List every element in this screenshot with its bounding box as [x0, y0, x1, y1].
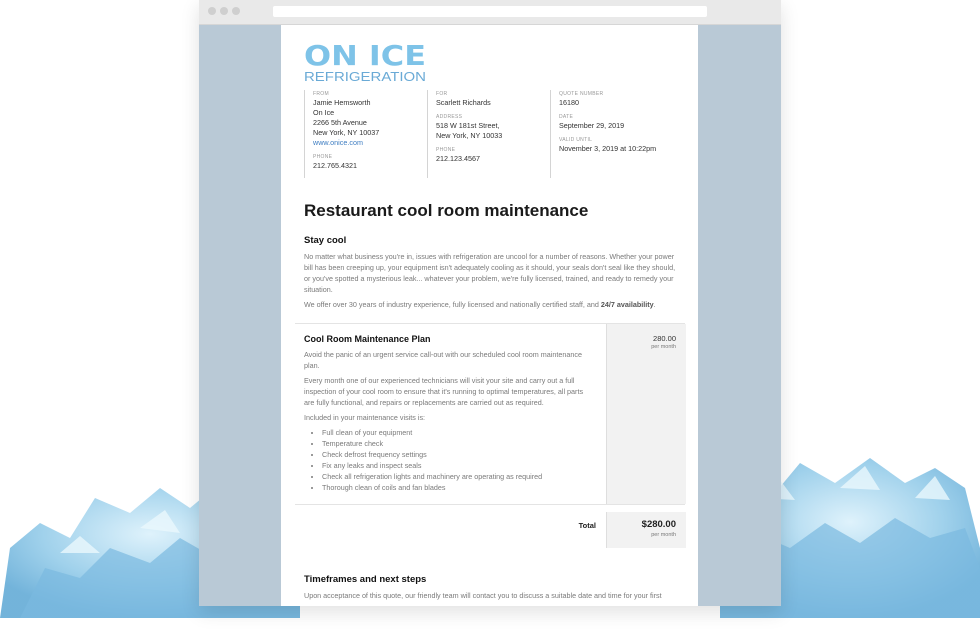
plan-included-list [304, 427, 612, 493]
from-name: Jamie Hemsworth [313, 98, 371, 107]
from-column [304, 90, 431, 178]
next-steps-paragraph: Upon acceptance of this quote, our friendly team will contact you to discuss a suitable date and time for your first [304, 591, 662, 600]
valid-until: November 3, 2019 at 10:22pm [559, 144, 657, 153]
for-column [427, 90, 554, 178]
for-address-label: ADDRESS [436, 114, 463, 120]
from-street: 2266 5th Avenue [313, 118, 367, 127]
quote-document [281, 25, 698, 606]
valid-until-label: VALID UNTIL [559, 137, 593, 143]
address-bar[interactable] [273, 6, 707, 17]
total-cell [606, 512, 686, 548]
next-steps-heading: Timeframes and next steps [304, 574, 427, 585]
svg-text:REFRIGERATION: REFRIGERATION [304, 70, 426, 84]
total-amount: $280.00 [641, 519, 676, 530]
svg-text:ON ICE: ON ICE [304, 39, 426, 72]
browser-toolbar [199, 0, 781, 25]
list-item: • Check all refrigeration lights and machinery are operating as required [322, 471, 612, 482]
list-item: • Check defrost frequency settings [322, 449, 612, 460]
plan-paragraph-3: Included in your maintenance visits is: [304, 413, 426, 422]
total-unit: per month [651, 532, 676, 538]
from-city: New York, NY 10037 [313, 128, 380, 137]
plan-paragraph-2: Every month one of our experienced technicians will visit your site and carry out a full inspection of your cool room to ensure that it's running to optimal temperatures, all parts are fully functional, and repairs or replacements are carried out as required. [304, 376, 584, 407]
from-label: FROM [313, 91, 329, 97]
quote-number-label: QUOTE NUMBER [559, 91, 604, 97]
availability-highlight: 24/7 availability [600, 300, 654, 309]
on-ice-logo [304, 39, 429, 85]
window-maximize-dot[interactable] [232, 7, 240, 15]
for-phone: 212.123.4567 [436, 154, 480, 163]
from-phone: 212.765.4321 [313, 161, 357, 170]
for-city: New York, NY 10033 [436, 131, 503, 140]
document-title: Restaurant cool room maintenance [304, 201, 589, 220]
plan-paragraph-1: Avoid the panic of an urgent service call-out with our scheduled cool room maintenance plan. [304, 350, 582, 370]
quote-date: September 29, 2019 [559, 121, 625, 130]
line-item-row [295, 323, 685, 505]
intro-paragraph: No matter what business you're in, issues with refrigeration are uncool for a number of reasons. Whether your power bill has been creeping up, your equipment isn't adequately cooling as it should, your seals don't seal like they should, or you've spotted a mysterious leak... whatever your problem, we're fully licensed, trained, and ready to remedy your situation. [304, 252, 676, 294]
quote-number: 16180 [559, 98, 579, 107]
total-label: Total [578, 521, 596, 530]
from-company: On Ice [313, 108, 335, 117]
line-item-price: 280.00 [653, 334, 676, 343]
window-minimize-dot[interactable] [220, 7, 228, 15]
for-label: FOR [436, 91, 448, 97]
list-item: • Temperature check [322, 438, 612, 449]
from-website-link[interactable]: www.onice.com [313, 138, 363, 147]
intro-heading: Stay cool [304, 235, 347, 246]
from-phone-label: PHONE [313, 154, 333, 160]
plan-title: Cool Room Maintenance Plan [304, 334, 431, 344]
line-item-price-unit: per month [651, 344, 676, 350]
list-item: • Fix any leaks and inspect seals [322, 460, 612, 471]
total-row [295, 512, 685, 548]
quote-details-column [550, 90, 677, 178]
for-phone-label: PHONE [436, 147, 456, 153]
line-item-price-cell [606, 324, 686, 504]
intro-paragraph-2: We offer over 30 years of industry experience, fully licensed and nationally certified staff, and 24/7 availability. [304, 300, 656, 309]
list-item: • Full clean of your equipment [322, 427, 612, 438]
browser-window [199, 0, 781, 606]
quote-date-label: DATE [559, 114, 574, 120]
list-item: • Thorough clean of coils and fan blades [322, 482, 612, 493]
for-street: 518 W 181st Street, [436, 121, 500, 130]
window-close-dot[interactable] [208, 7, 216, 15]
for-name: Scarlett Richards [436, 98, 491, 107]
